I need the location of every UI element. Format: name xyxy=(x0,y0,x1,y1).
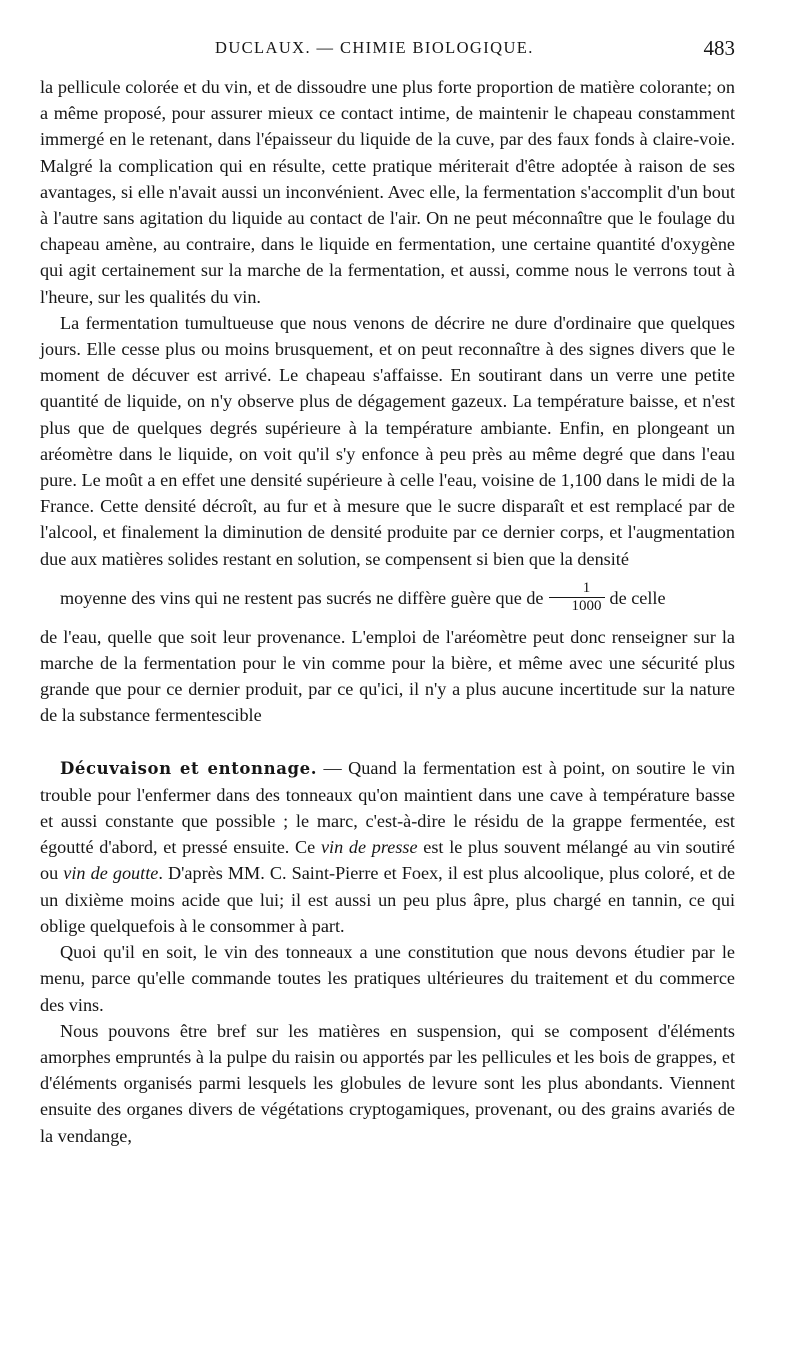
section-intro: — Quand la fermentation est à point, on soutire le vin trouble pour l'enfermer dans des tonneaux qu'on maintient dans une cave à température basse et aussi constante que possible ; le marc, c'est-à-dire le résidu de la grappe fermentée, est égoutté d'abord, et pressé ensuite. Ce xyxy=(40,757,736,858)
body-text xyxy=(40,74,735,1149)
running-head: DUCLAUX. — CHIMIE BIOLOGIQUE. xyxy=(215,38,534,57)
section-gap xyxy=(40,729,735,755)
fraction-line-after: de celle xyxy=(609,587,666,608)
paragraph-fermentation-end: de l'eau, quelle que soit leur provenance. L'emploi de l'aréomètre peut donc renseigner sur la marche de la fermentation pour le vin comme pour la bière, et même avec une sécurité plus grande que pour ce dernier produit, par ce qu'ici, il n'y a plus aucune incertitude sur la nature de la substance fermentescible xyxy=(40,626,735,726)
section-mid: est le plus souvent mélangé au vin soutiré ou xyxy=(40,837,735,884)
term-vin-de-presse: vin de presse xyxy=(320,837,418,858)
fraction-numerator: 1 xyxy=(549,580,605,598)
fraction-denominator: 1000 xyxy=(571,598,602,615)
fraction xyxy=(549,580,605,615)
paragraph-continued: la pellicule colorée et du vin, et de dissoudre une plus forte proportion de matière colorante; on a même proposé, pour assurer mieux ce contact intime, de maintenir le chapeau constamment immergé en le retenant, dans l'épaisseur du liquide de la cuve, par des faux fonds à claire-voie. Malgré la complication qui en résulte, cette pratique mériterait d'être adoptée à raison de ses avantages, si elle n'avait aussi un inconvénient. Avec elle, la fermentation s'accomplit d'un bout à l'autre sans agitation du liquide au contact de l'air. On ne peut méconnaître que le foulage du chapeau amène, au contraire, dans le liquide en fermentation, une certaine quantité d'oxygène qui agit certainement sur la marche de la fermentation, et aussi, comme nous le verrons tout à l'heure, sur les qualités du vin. xyxy=(40,77,735,307)
fraction-line xyxy=(40,572,735,624)
page-header xyxy=(40,36,735,64)
term-vin-de-goutte: vin de goutte xyxy=(63,863,159,884)
page-number: 483 xyxy=(703,36,735,60)
paragraph-fermentation-text: La fermentation tumultueuse que nous venons de décrire ne dure d'ordinaire que quelques jours. Elle cesse plus ou moins brusquement, et on peut reconnaître à des signes divers que le moment de décuver est arrivé. Le chapeau s'affaisse. En soutirant dans un verre une petite quantité de liquide, on n'y observe plus de dégagement gazeux. La température baisse, et n'est plus que de quelques degrés supérieure à la température ambiante. Enfin, en plongeant un aréomètre dans le liquide, on voit qu'il s'y enfonce à peu près au même degré que dans l'eau pure. Le moût a en effet une densité supérieure à celle l'eau, voisine de 1,100 dans le midi de la France. Cette densité décroît, au fur et à mesure que le sucre disparaît et est remplacé par de l'alcool, et finalement la diminution de densité produite par ce dernier corps, et l'augmentation due aux matières solides restant en solution, se compensent si bien que la densité xyxy=(40,312,735,569)
paragraph-suspension: Nous pouvons être bref sur les matières en suspension, qui se composent d'éléments amorphes empruntés à la pulpe du raisin ou apportés par les pellicules et les bois de grappes, et d'éléments organisés parmi lesquels les globules de levure sont les plus abondants. Viennent ensuite des organes divers de végétations cryptogamiques, provenant, ou des grains avariés de la vendange, xyxy=(40,1020,735,1146)
paragraph-decuvaison xyxy=(40,755,735,939)
paragraph-fermentation xyxy=(40,310,735,729)
section-rest: . D'après MM. C. Saint-Pierre et Foex, il est plus alcoolique, plus coloré, et de un dixième moins acide que lui; il est aussi un peu plus âpre, plus chargé en tannin, ce qui oblige quelquefois à le consommer à part. xyxy=(40,863,736,936)
paragraph-constitution: Quoi qu'il en soit, le vin des tonneaux a une constitution que nous devons étudier par le menu, parce qu'elle commande toutes les pratiques ultérieures du traitement et du commerce des vins. xyxy=(40,942,735,1015)
section-title: Décuvaison et entonnage. xyxy=(60,758,318,778)
fraction-line-before: moyenne des vins qui ne restent pas sucrés ne diffère guère que de xyxy=(60,587,544,608)
